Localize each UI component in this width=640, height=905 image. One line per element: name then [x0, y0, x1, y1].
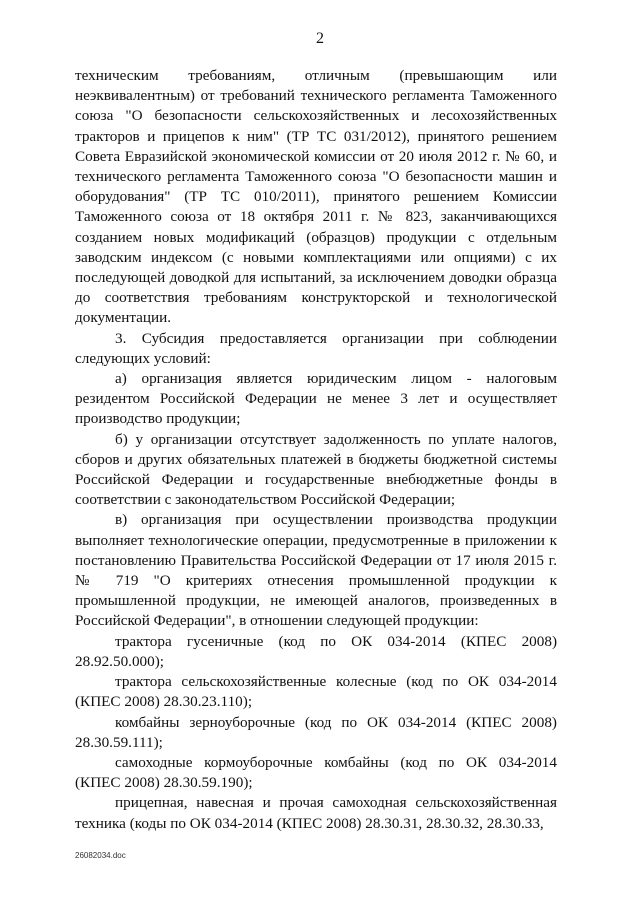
- product-item-wheeled-tractors: трактора сельскохозяйственные колесные (код по ОК 034-2014 (КПЕС 2008) 28.30.23.110);: [75, 673, 557, 711]
- document-body: [75, 66, 557, 834]
- document-filename: 26082034.doc: [75, 851, 126, 860]
- product-item-combine-harvesters: комбайны зерноуборочные (код по ОК 034-2014 (КПЕС 2008) 28.30.59.111);: [75, 713, 557, 751]
- product-item-agricultural-machinery: прицепная, навесная и прочая самоходная сельскохозяйственная техника (коды по ОК 034-2014 (КПЕС 2008) 28.30.31, 28.30.32, 28.30.33,: [75, 794, 557, 832]
- paragraph-continuation: техническим требованиям, отличным (превышающим или неэквивалентным) от требований технического регламента Таможенного союза "О безопасности сельскохозяйственных и лесохозяйственных тракторов и прицепов к ним" (ТР ТС 031/2012), принятого решением Совета Евразийской экономической комиссии от 20 июля 2012 г. № 60, и технического регламента Таможенного союза "О безопасности машин и оборудования" (ТР ТС 010/2011), принятого решением Комиссии Таможенного союза от 18 октября 2011 г. № 823, заканчивающихся созданием новых модификаций (образцов) продукции с отдельным заводским индексом (с новыми комплектациями или опциями) с их последующей доводкой для испытаний, за исключением доводки образца до соответствия требованиям конструкторской и технологической документации.: [75, 67, 557, 327]
- paragraph-condition-a: а) организация является юридическим лицом - налоговым резидентом Российской Федерации не менее 3 лет и осуществляет производство продукции;: [75, 370, 557, 428]
- product-item-forage-harvesters: самоходные кормоуборочные комбайны (код по ОК 034-2014 (КПЕС 2008) 28.30.59.190);: [75, 753, 557, 792]
- page-number: 2: [316, 30, 324, 47]
- paragraph-clause-3: 3. Субсидия предоставляется организации при соблюдении следующих условий:: [75, 329, 557, 367]
- paragraph-condition-b: б) у организации отсутствует задолженность по уплате налогов, сборов и других обязательных платежей в бюджеты бюджетной системы Российской Федерации и государственные внебюджетные фонды в соответствии с законодательством Российской Федерации;: [75, 430, 557, 509]
- product-item-tracked-tractors: трактора гусеничные (код по ОК 034-2014 (КПЕС 2008) 28.92.50.000);: [75, 632, 557, 670]
- paragraph-condition-c: в) организация при осуществлении производства продукции выполняет технологические операции, предусмотренные в приложении к постановлению Правительства Российской Федерации от 17 июля 2015 г. № 719 "О критериях отнесения промышленной продукции к промышленной продукции, не имеющей аналогов, произведенных в Российской Федерации", в отношении следующей продукции:: [75, 511, 557, 630]
